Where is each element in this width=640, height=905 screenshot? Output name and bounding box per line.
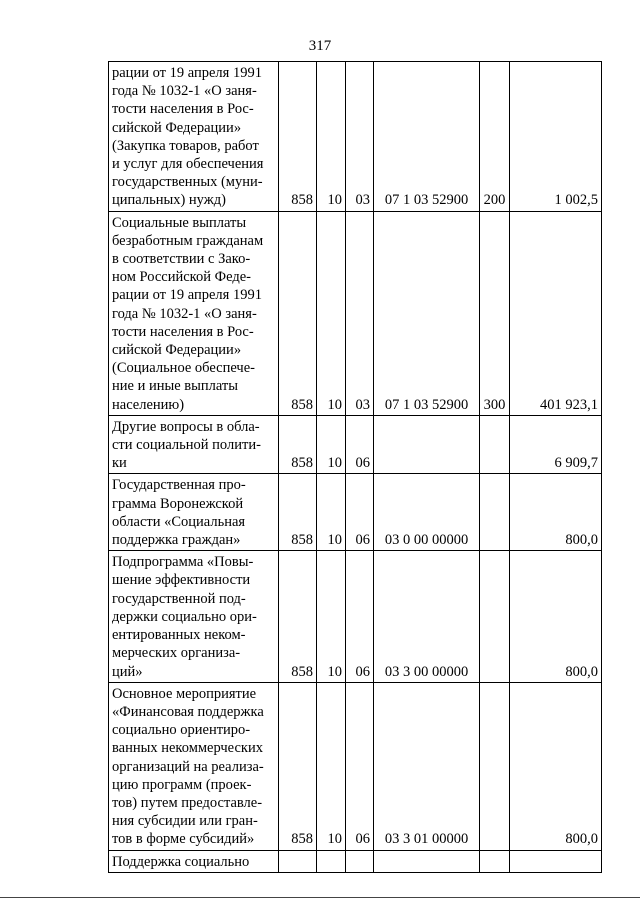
subsection-code-text: 06 bbox=[355, 831, 370, 848]
table-row bbox=[109, 415, 602, 474]
row-name-text: Подпрограмма «Повы- шение эффективности государственной под- держки социально ори- ентированных неком- мерческих организа- ций» bbox=[112, 554, 257, 680]
subsection-code-cell bbox=[346, 474, 374, 551]
target-article-text: 03 3 00 00000 bbox=[384, 663, 469, 680]
subsection-code-cell bbox=[346, 682, 374, 850]
table-row bbox=[109, 682, 602, 850]
row-name-text: Другие вопросы в обла- сти социальной полити- ки bbox=[112, 418, 261, 472]
row-name-cell bbox=[109, 211, 279, 415]
section-code-cell bbox=[317, 474, 346, 551]
section-code-text: 10 bbox=[327, 396, 342, 413]
subsection-code-cell bbox=[346, 415, 374, 474]
ved-code-text: 858 bbox=[291, 663, 313, 680]
target-article-cell bbox=[374, 474, 480, 551]
section-code-text: 10 bbox=[327, 192, 342, 209]
target-article-cell bbox=[374, 62, 480, 212]
target-article-cell bbox=[374, 682, 480, 850]
amount-cell bbox=[510, 474, 602, 551]
section-code-text: 10 bbox=[327, 455, 342, 472]
ved-code-text: 858 bbox=[291, 532, 313, 549]
row-name-cell bbox=[109, 62, 279, 212]
amount-cell bbox=[510, 415, 602, 474]
row-name-cell bbox=[109, 682, 279, 850]
target-article-cell bbox=[374, 211, 480, 415]
subsection-code-cell bbox=[346, 211, 374, 415]
target-article-text: 03 0 00 00000 bbox=[384, 532, 469, 549]
target-article-cell bbox=[374, 551, 480, 682]
table-row bbox=[109, 551, 602, 682]
expense-type-cell bbox=[480, 551, 510, 682]
ved-code-cell bbox=[279, 415, 317, 474]
target-article-cell bbox=[374, 850, 480, 872]
subsection-code-cell bbox=[346, 62, 374, 212]
row-name-text: Основное мероприятие «Финансовая поддержка социально ориентиро- ванных некоммерческих организаций на реализа- цию программ (проек- тов) путем предоставле- ния субсидии или гран- тов в форме субсидий» bbox=[112, 685, 264, 848]
expense-type-text: 300 bbox=[483, 396, 506, 413]
section-code-text: 10 bbox=[327, 831, 342, 848]
ved-code-cell bbox=[279, 850, 317, 872]
section-code-cell bbox=[317, 415, 346, 474]
subsection-code-text: 06 bbox=[355, 455, 370, 472]
subsection-code-cell bbox=[346, 551, 374, 682]
target-article-text: 03 3 01 00000 bbox=[384, 831, 469, 848]
page-number: 317 bbox=[308, 38, 332, 54]
amount-text: 800,0 bbox=[565, 831, 598, 848]
row-name-text: Государственная про- грамма Воронежской области «Социальная поддержка граждан» bbox=[112, 477, 246, 549]
amount-text: 1 002,5 bbox=[554, 192, 598, 209]
expense-type-cell bbox=[480, 474, 510, 551]
ved-code-cell bbox=[279, 211, 317, 415]
amount-text: 800,0 bbox=[565, 663, 598, 680]
expense-type-cell bbox=[480, 211, 510, 415]
footer-divider bbox=[0, 897, 640, 898]
amount-text: 800,0 bbox=[565, 532, 598, 549]
section-code-cell bbox=[317, 682, 346, 850]
ved-code-text: 858 bbox=[291, 455, 313, 472]
subsection-code-text: 06 bbox=[355, 532, 370, 549]
target-article-text: 07 1 03 52900 bbox=[384, 192, 469, 209]
table-body bbox=[109, 62, 602, 873]
ved-code-cell bbox=[279, 474, 317, 551]
row-name-text: рации от 19 апреля 1991 года № 1032-1 «О заня- тости населения в Рос- сийской Федерации» (Закупка товаров, работ и услуг для обеспечения государственных (муни- ципальных) нужд) bbox=[112, 65, 264, 209]
subsection-code-cell bbox=[346, 850, 374, 872]
table-row bbox=[109, 474, 602, 551]
expense-type-cell bbox=[480, 62, 510, 212]
table-row bbox=[109, 211, 602, 415]
ved-code-text: 858 bbox=[291, 192, 313, 209]
row-name-cell bbox=[109, 551, 279, 682]
row-name-cell bbox=[109, 415, 279, 474]
target-article-text: 07 1 03 52900 bbox=[384, 396, 469, 413]
amount-cell bbox=[510, 682, 602, 850]
amount-cell bbox=[510, 62, 602, 212]
section-code-cell bbox=[317, 850, 346, 872]
expense-type-cell bbox=[480, 682, 510, 850]
table-row bbox=[109, 62, 602, 212]
section-code-text: 10 bbox=[327, 663, 342, 680]
expense-type-cell bbox=[480, 850, 510, 872]
section-code-cell bbox=[317, 551, 346, 682]
subsection-code-text: 03 bbox=[355, 192, 370, 209]
table-row bbox=[109, 850, 602, 872]
ved-code-cell bbox=[279, 62, 317, 212]
ved-code-cell bbox=[279, 551, 317, 682]
amount-cell bbox=[510, 850, 602, 872]
ved-code-cell bbox=[279, 682, 317, 850]
ved-code-text: 858 bbox=[291, 396, 313, 413]
target-article-cell bbox=[374, 415, 480, 474]
section-code-cell bbox=[317, 62, 346, 212]
amount-cell bbox=[510, 551, 602, 682]
amount-text: 6 909,7 bbox=[554, 455, 598, 472]
subsection-code-text: 06 bbox=[355, 663, 370, 680]
row-name-text: Поддержка социально bbox=[112, 853, 250, 870]
row-name-cell bbox=[109, 474, 279, 551]
ved-code-text: 858 bbox=[291, 831, 313, 848]
expense-type-cell bbox=[480, 415, 510, 474]
subsection-code-text: 03 bbox=[355, 396, 370, 413]
row-name-text: Социальные выплаты безработным гражданам в соответствии с Зако- ном Российской Феде- рации от 19 апреля 1991 года № 1032-1 «О заня- тости населения в Рос- сийской Федерации» (Социальное обеспече- ние и иные выплаты населению) bbox=[112, 214, 264, 413]
expense-type-text: 200 bbox=[483, 192, 506, 209]
budget-table bbox=[108, 61, 602, 873]
amount-text: 401 923,1 bbox=[540, 396, 598, 413]
row-name-cell bbox=[109, 850, 279, 872]
amount-cell bbox=[510, 211, 602, 415]
section-code-text: 10 bbox=[327, 532, 342, 549]
section-code-cell bbox=[317, 211, 346, 415]
